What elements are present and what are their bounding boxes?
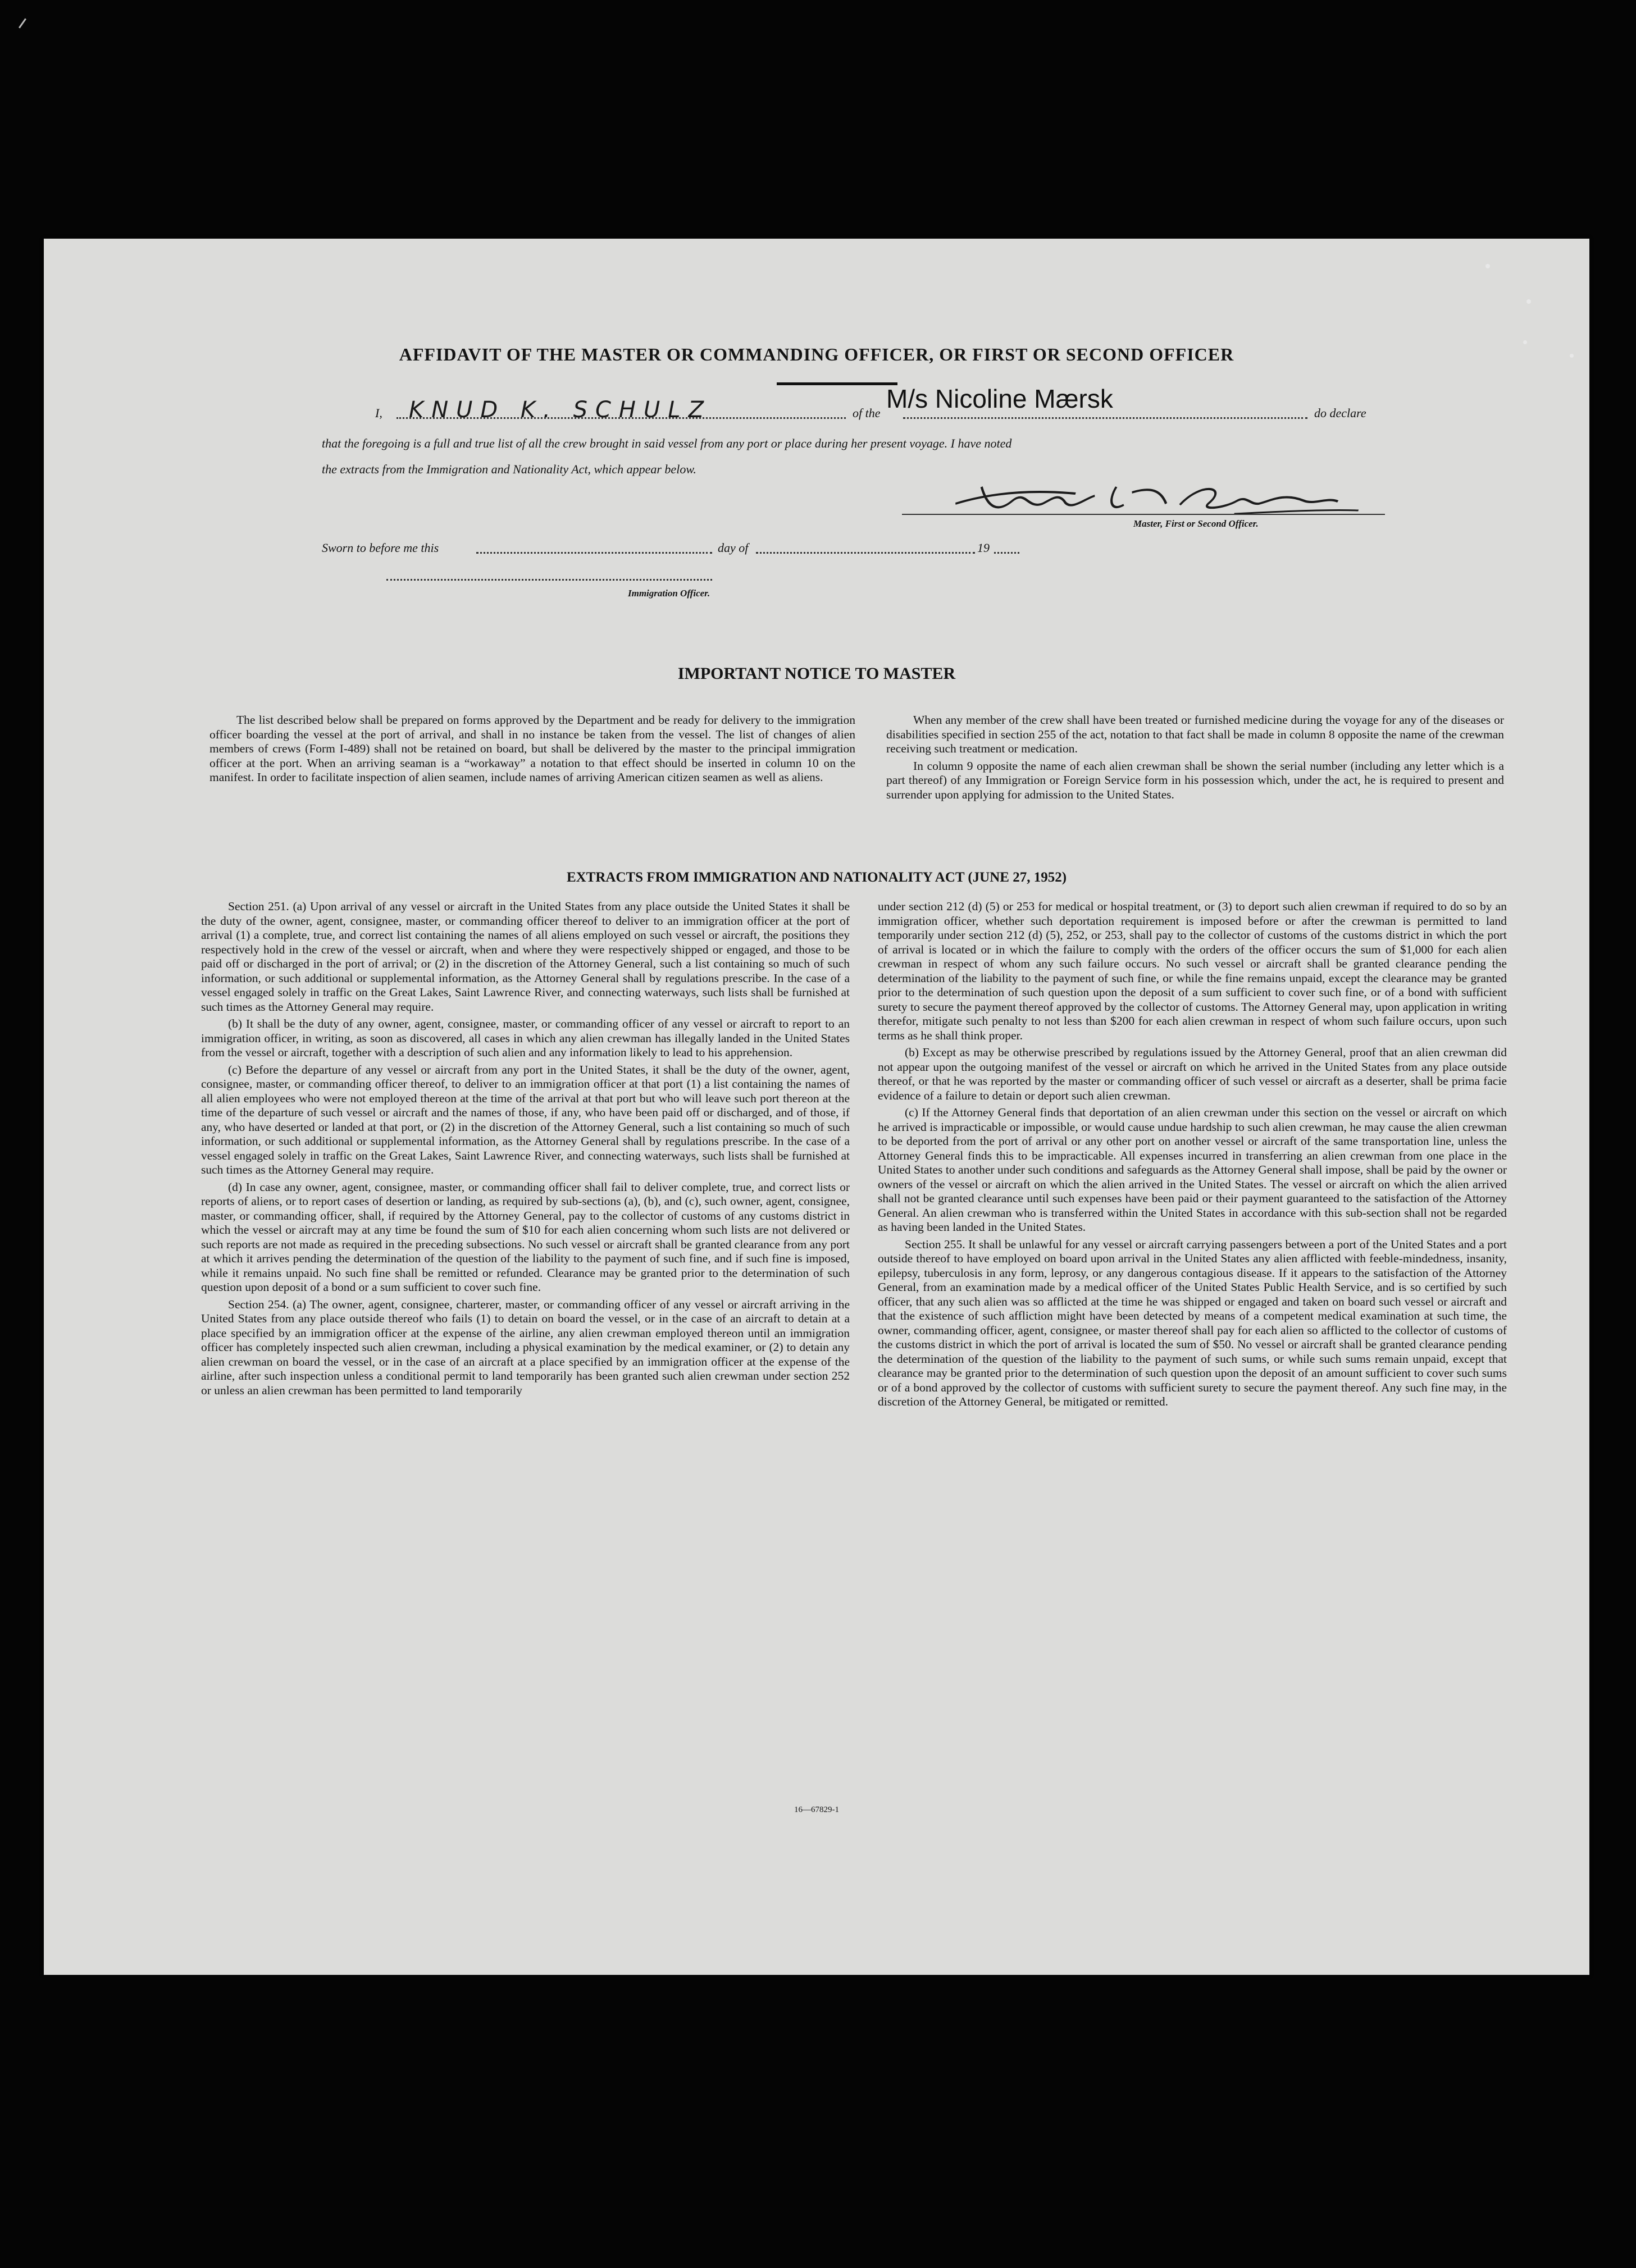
act-paragraph: Section 254. (a) The owner, agent, consignee, charterer, master, or commanding officer of any vessel or aircraft arriving in the United States from any place outside thereof who fails (1) to detain on board the vessel, or in the case of an aircraft to detain at a place specified by an immigration officer at the expense of the airline, any alien crewman employed thereon until an immigration officer has completely inspected such alien crewman, including a physical examination by the medical examiner, or (2) to detain any alien crewman on board the vessel, or in the case of an aircraft at a place specified by an immigration officer at the expense of the airline, after such inspection unless a conditional permit to land temporarily has been granted such alien crewman under section 252 or unless an alien crewman has been permitted to land temporarily	[201, 1297, 850, 1397]
declaration-line-1: that the foregoing is a full and true list of all the crew brought in said vessel from any port or place during her present voyage. I have noted	[322, 436, 1012, 450]
notice-paragraph: When any member of the crew shall have been treated or furnished medicine during the voyage for any of the diseases or disabilities specified in section 255 of the act, notation to that fact shall be made in column 8 opposite the name of the crewman receiving such treatment or medication.	[886, 713, 1504, 755]
extracts-heading: EXTRACTS FROM IMMIGRATION AND NATIONALITY ACT (JUNE 27, 1952)	[566, 870, 1067, 885]
act-paragraph: (d) In case any owner, agent, consignee, master, or commanding officer shall fail to deliver complete, true, and correct lists or reports of aliens, or to report cases of desertion or landing, as required by sub-sections (a), (b), and (c), such owner, agent, consignee, master, or commanding officer, shall, if required by the Attorney General, pay to the collector of customs of any customs district in which the vessel or aircraft may at any time be found the sum of $10 for each alien concerning whom such lists are not delivered or such reports are not made as required in the preceding subsections. No such vessel or aircraft shall be granted clearance from any port at which it arrives pending the determination of the question of the liability to the payment of such fine, and if such fine is imposed, while it remains unpaid. No such fine shall be remitted or refunded. Clearance may be granted prior to the determination of such question upon deposit of a bond or a sum sufficient to cover such fine.	[201, 1180, 850, 1294]
dust-speck	[1526, 299, 1531, 304]
sworn-year-line	[994, 552, 1019, 554]
signature-line	[902, 514, 1385, 515]
year-prefix: 19	[977, 541, 990, 555]
sworn-label: Sworn to before me this	[322, 541, 439, 555]
officer-line	[386, 579, 712, 581]
document-page	[44, 239, 1589, 1975]
notice-heading: IMPORTANT NOTICE TO MASTER	[677, 664, 956, 683]
act-paragraph: Section 255. It shall be unlawful for any vessel or aircraft carrying passengers between a port of the United States and a port outside thereof to have employed on board upon arrival in the United States any alien afflicted with feeble-mindedness, insanity, epilepsy, tuberculosis in any form, leprosy, or any dangerous contagious disease. If it appears to the satisfaction of the Attorney General, from an examination made by a medical officer of the United States Public Health Service, and is so certified by such officer, that any such alien was so afflicted at the time he was shipped or engaged and taken on board such vessel or aircraft and that the existence of such affliction might have been detected by means of a competent medical examination at such time, the owner, commanding officer, agent, consignee, or master thereof shall pay for each alien so afflicted to the collector of customs of the customs district in which the port of arrival is located the sum of $50. No vessel or aircraft shall be granted clearance pending the determination of the question of the liability to the payment of such sums, or while such sums remain unpaid, except that clearance may be granted prior to the determination of such question upon the deposit of an amount sufficient to cover such sums or of a bond approved by the collector of customs with sufficient surety to secure the payment thereof. Any such fine may, in the discretion of the Attorney General, be mitigated or remitted.	[878, 1237, 1507, 1408]
notice-paragraph: In column 9 opposite the name of each alien crewman shall be shown the serial number (including any letter which is a part thereof) of any Immigration or Foreign Service form in his possession which, under the act, he is required to present and surrender upon applying for admission to the United States.	[886, 759, 1504, 801]
dust-speck	[1523, 340, 1527, 344]
form-number: 16—67829-1	[794, 1805, 839, 1814]
vessel-name-line	[903, 417, 1307, 419]
vessel-name-stamp: M/s Nicoline Mærsk	[886, 384, 1113, 413]
sworn-day-line	[476, 552, 712, 554]
officer-caption: Immigration Officer.	[628, 588, 710, 599]
act-paragraph: (b) It shall be the duty of any owner, agent, consignee, master, or commanding officer of any vessel or aircraft to report to an immigration officer, in writing, as soon as discovered, all cases in which any alien crewman has illegally landed in the United States from the vessel or aircraft, together with a description of such alien and any information likely to lead to his apprehension.	[201, 1017, 850, 1059]
day-of-label: day of	[718, 541, 749, 555]
notice-paragraph: The list described below shall be prepared on forms approved by the Department and be ready for delivery to the immigration officer boarding the vessel at the port of arrival, and shall in no instance be taken from the vessel. The list of changes of alien members of crews (Form I-489) shall not be retained on board, but shall be delivered by the master to the principal immigration officer at the port. When an arriving seaman is a “workaway” a notation to that effect should be inserted in column 10 on the manifest. In order to facilitate inspection of alien seamen, include names of arriving American citizen seamen as well as aliens.	[209, 713, 855, 784]
ink-stroke	[777, 382, 897, 385]
act-paragraph: Section 251. (a) Upon arrival of any vessel or aircraft in the United States from any place outside the United States it shall be the duty of the owner, agent, consignee, master, or commanding officer thereof to deliver to an immigration officer at the port of arrival (1) a complete, true, and correct list containing the names of all aliens employed on such vessel or aircraft, the positions they respectively hold in the crew of the vessel or aircraft, when and where they were respectively shipped or engaged, and those to be paid off or discharged in the port of arrival; or (2) in the discretion of the Attorney General, such a list containing so much of such information, or such additional or supplemental information, as the Attorney General shall by regulations prescribe. In the case of a vessel engaged solely in traffic on the Great Lakes, Saint Lawrence River, and connecting waterways, such lists shall be furnished at such times as the Attorney General may require.	[201, 900, 850, 1014]
word-i: I,	[375, 406, 382, 420]
master-name-handwritten: KNUD K. SCHULZ	[409, 397, 712, 423]
act-paragraph: (b) Except as may be otherwise prescribed by regulations issued by the Attorney General, proof that an alien crewman did not appear upon the outgoing manifest of the vessel or aircraft on which he arrived in the United States from any place outside thereof, or that he was reported by the master or commanding officer of such vessel or aircraft as a deserter, shall be prima facie evidence of a failure to detain or deport such alien crewman.	[878, 1046, 1507, 1102]
act-paragraph: under section 212 (d) (5) or 253 for medical or hospital treatment, or (3) to deport such alien crewman if required to do so by an immigration officer, whether such deportation requirement is imposed before or after the crewman is permitted to land temporarily under section 212 (d) (5), 252, or 253, shall pay to the collector of customs of the customs district in which the port of arrival is located or in which the failure to comply with the orders of the officer occurs the sum of $1,000 for each alien crewman in respect of whom any such failure occurs. No such vessel or aircraft shall be granted clearance pending the determination of the liability to the payment of such fine, or while the fine remains unpaid, except the clearance may be granted prior to the determination of such question upon the deposit of a sum sufficient to cover such fine, or of a bond with sufficient surety to secure the payment thereof approved by the collector of customs. The Attorney General may, upon application in writing therefor, mitigate such penalty to not less than $200 for each alien crewman in respect of whom such failure occurs, upon such terms as he shall think proper.	[878, 900, 1507, 1042]
declaration-line-2: the extracts from the Immigration and Nationality Act, which appear below.	[322, 462, 696, 476]
word-of-the: of the	[853, 406, 881, 420]
dust-speck	[1485, 264, 1490, 268]
act-paragraph: (c) If the Attorney General finds that deportation of an alien crewman under this section on the vessel or aircraft on which he arrived is impracticable or impossible, or would cause undue hardship to such alien crewman, he may cause the alien crewman to be deported from the port of arrival or any other port on another vessel or aircraft of the same transportation line, unless the Attorney General finds this to be impracticable. All expenses incurred in transferring an alien crewman from one place in the United States to another under such conditions and safeguards as the Attorney General shall impose, shall be paid by the owner or owners of the vessel or aircraft on which the alien arrived in the United States. The vessel or aircraft on which the alien arrived shall not be granted clearance until such expenses have been paid or their payment guaranteed to the satisfaction of the Attorney General. An alien crewman who is transferred within the United States in accordance with this sub-section shall not be regarded as having been landed in the United States.	[878, 1106, 1507, 1234]
notice-right-column	[886, 713, 1504, 805]
act-paragraph: (c) Before the departure of any vessel or aircraft from any port in the United States, it shall be the duty of the owner, agent, consignee, master, or commanding officer thereof, to deliver to an immigration officer at that port (1) a list containing the names of all alien employees who were not employed thereon at the time of the arrival at that port but who will leave such port thereon at the time of the departure of such vessel or aircraft and the names of those, if any, who have been paid off or discharged, and of those, if any, who have deserted or landed at that port, or (2) in the discretion of the Attorney General, such a list containing so much of such information, or such additional or supplemental information, as the Attorney General shall by regulations prescribe. In the case of a vessel engaged solely in traffic on the Great Lakes, Saint Lawrence River, and connecting waterways, such lists shall be furnished at such times as the Attorney General may require.	[201, 1062, 850, 1176]
notice-left-column	[209, 713, 855, 788]
affidavit-title: AFFIDAVIT OF THE MASTER OR COMMANDING OFFICER, OR FIRST OR SECOND OFFICER	[399, 344, 1234, 364]
film-mark	[19, 18, 26, 28]
sworn-month-line	[756, 552, 975, 554]
extracts-right-column	[878, 900, 1507, 1412]
word-do-declare: do declare	[1314, 406, 1366, 420]
extracts-left-column	[201, 900, 850, 1400]
master-caption: Master, First or Second Officer.	[1133, 518, 1259, 529]
dust-speck	[1570, 354, 1574, 358]
